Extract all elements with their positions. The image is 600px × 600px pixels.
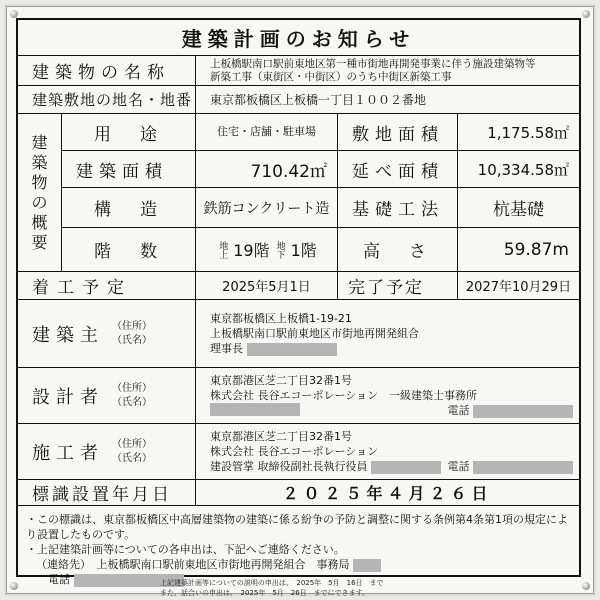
page-title: 建築計画のお知らせ	[18, 20, 579, 56]
designer-subs	[112, 382, 152, 410]
footer-line2: また、話合いの申出は、 2025年 5月 26日 までにできます。	[160, 589, 370, 597]
building-name-label: 建築物の名称	[18, 56, 196, 86]
redacted-block	[473, 461, 573, 474]
foundation-value: 杭基礎	[458, 188, 579, 228]
note-1: ・この標識は、東京都板橋区中高層建築物の建築に係る紛争の予防と調整に関する条例第4条第1項の規定により設置したものです。	[26, 513, 568, 541]
redacted-block	[247, 343, 337, 356]
screw-icon	[582, 582, 590, 590]
designer-line2: 株式会社 長谷エコーポレーション 一級建築士事務所	[210, 389, 478, 402]
completion-label: 完了予定	[338, 272, 458, 300]
contractor-label: 施工者	[32, 442, 104, 464]
building-name-line2: 新築工事（東街区・中街区）のうち中街区新築工事	[210, 70, 452, 83]
owner-value	[196, 300, 579, 368]
building-area-label: 建築面積	[62, 151, 196, 188]
height-value: 59.87m	[458, 228, 579, 272]
use-label: 用 途	[62, 114, 196, 151]
contractor-line3	[210, 459, 579, 474]
sign-date-value: ２０２５年４月２６日	[196, 480, 579, 506]
owner-label: 建築主	[32, 324, 104, 346]
screw-icon	[10, 582, 18, 590]
foundation-label: 基礎工法	[338, 188, 458, 228]
building-name-line1: 上板橋駅南口駅前東地区第一種市街地再開発事業に伴う施設建築物等	[210, 57, 536, 70]
contractor-line2: 株式会社 長谷エコーポレーション	[210, 445, 379, 458]
site-label: 建築敷地の地名・地番	[18, 86, 196, 114]
contractor-title: 建設管掌 取締役副社長執行役員	[210, 460, 368, 473]
redacted-block	[353, 559, 381, 572]
owner-sub-address: （住所）	[112, 320, 152, 332]
redacted-block	[473, 405, 573, 418]
contractor-value	[196, 424, 579, 480]
site-value: 東京都板橋区上板橋一丁目１００２番地	[196, 86, 579, 114]
structure-label: 構 造	[62, 188, 196, 228]
floors-above-prefix: 地上	[217, 240, 228, 259]
owner-subs	[112, 320, 152, 348]
site-area-value: 1,175.58㎡	[458, 114, 579, 151]
use-value: 住宅・店舗・駐車場	[196, 114, 338, 151]
owner-line3: 理事長	[210, 341, 337, 356]
designer-line3	[210, 403, 579, 418]
contractor-line1: 東京都港区芝二丁目32番1号	[210, 430, 352, 443]
note-contact: （連絡先） 上板橋駅南口駅前東地区市街地再開発組合 事務局	[26, 557, 381, 572]
building-name-value	[196, 56, 579, 86]
designer-sub-address: （住所）	[112, 382, 152, 394]
site-area-label: 敷地面積	[338, 114, 458, 151]
floors-label: 階 数	[62, 228, 196, 272]
contractor-sub-address: （住所）	[112, 438, 152, 450]
owner-line1: 東京都板橋区上板橋1-19-21	[210, 312, 352, 325]
screw-icon	[10, 10, 18, 18]
screw-icon	[582, 10, 590, 18]
designer-phone-label: 電話	[447, 404, 470, 417]
note-2: ・上記建築計画等についての各申出は、下記へご連絡ください。	[26, 543, 345, 556]
redacted-block	[210, 403, 300, 416]
owner-sub-name: （氏名）	[112, 334, 152, 346]
owner-line2: 上板橋駅南口駅前東地区市街地再開発組合	[210, 327, 419, 340]
footer-line1: 上記建築計画等についての説明の申出は、 2025年 5月 16日 まで	[160, 579, 384, 587]
floors-above: 19階	[233, 241, 270, 260]
building-area-value: 710.42㎡	[196, 151, 338, 188]
sign-date-label: 標識設置年月日	[18, 480, 196, 506]
completion-value: 2027年10月29日	[458, 272, 579, 300]
redacted-block	[371, 461, 441, 474]
structure-value: 鉄筋コンクリート造	[196, 188, 338, 228]
floors-value	[196, 228, 338, 272]
floors-below: 1階	[290, 241, 317, 260]
designer-value	[196, 368, 579, 424]
overview-label: 建築物の概要	[18, 114, 62, 272]
contractor-phone-label: 電話	[447, 460, 470, 473]
note-phone: 電話	[26, 572, 184, 587]
start-value: 2025年5月1日	[196, 272, 338, 300]
designer-line1: 東京都港区芝二丁目32番1号	[210, 374, 352, 387]
floor-area-label: 延べ面積	[338, 151, 458, 188]
contractor-sub-name: （氏名）	[112, 452, 152, 464]
contractor-label-cell	[18, 424, 196, 480]
designer-label-cell	[18, 368, 196, 424]
floors-below-prefix: 地下	[274, 240, 285, 259]
floor-area-value: 10,334.58㎡	[458, 151, 579, 188]
designer-label: 設計者	[32, 386, 104, 408]
designer-sub-name: （氏名）	[112, 396, 152, 408]
owner-label-cell	[18, 300, 196, 368]
contractor-subs	[112, 438, 152, 466]
height-label: 高 さ	[338, 228, 458, 272]
start-label: 着工予定	[18, 272, 196, 300]
